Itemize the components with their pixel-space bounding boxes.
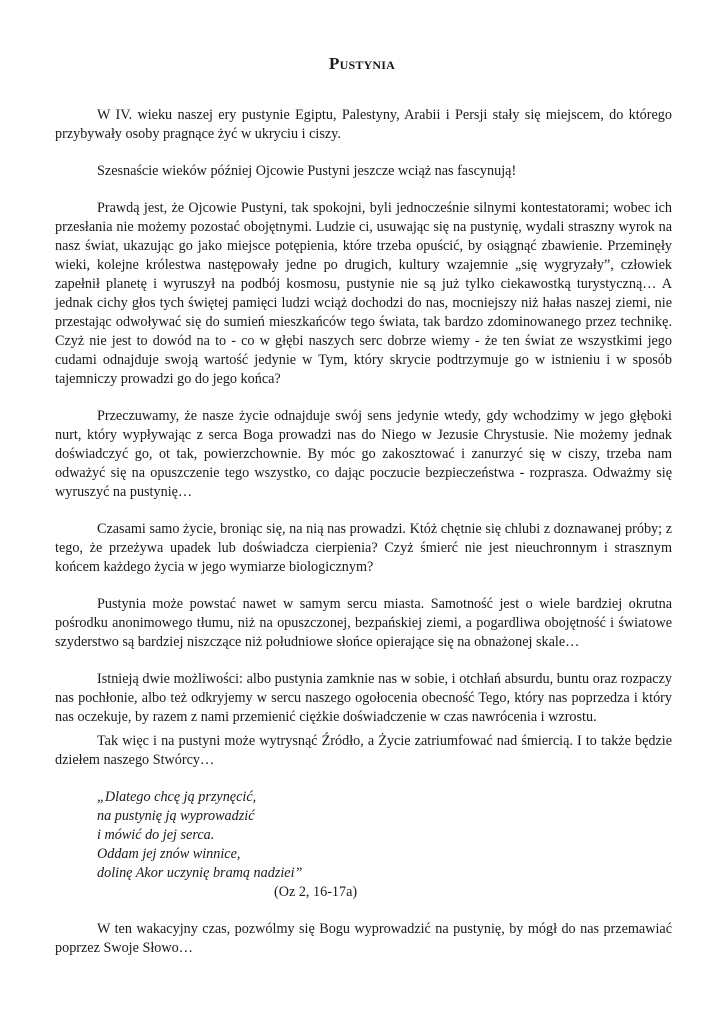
paragraph-1: W IV. wieku naszej ery pustynie Egiptu, Palestyny, Arabii i Persji stały się miejscem, do którego przybywały osoby pragnące żyć w ukryciu i ciszy. [55, 107, 672, 142]
paragraph-4: Przeczuwamy, że nasze życie odnajduje swój sens jedynie wtedy, gdy wchodzimy w jego głęboki nurt, który wypływając z serca Boga prowadzi nas do Niego w Jezusie Chrystusie. Nie możemy jednak doświadczyć go, ot tak, powierzchownie. By móc go zakosztować i zanurzyć się w ciszy, trzeba nam odważyć się na opuszczenie tego wszystko, co dając poczucie bezpieczeństwa - rozprasza. Odważmy się wyruszyć na pustynię… [55, 408, 672, 500]
paragraph-spacer [55, 181, 672, 199]
paragraph-2: Szesnaście wieków później Ojcowie Pustyni jeszcze wciąż nas fascynują! [97, 163, 517, 179]
paragraph-3: Prawdą jest, że Ojcowie Pustyni, tak spokojni, byli jednocześnie silnymi kontestatorami; wobec ich przesłania nie możemy pozostać obojętnymi. Ludzie ci, usuwając się na pustynię, wydali straszny wyrok na nasz świat, ukazując go jako miejsce potępienia, które trzeba opuścić, by osiągnąć zbawienie. Przeminęły wieki, kolejne królestwa następowały jedne po drugich, kultury wzajemnie „się wygryzały”, człowiek zapełnił planetę i wyruszył na podbój kosmosu, pustynie nie są już tylko ciekawostką turystyczną… A jednak cichy głos tych świętej pamięci ludzi wciąż dochodzi do nas, mocniejszy niż hałas naszej ziemi, nie przestając odwoływać się do sumień mieszkańców tego świata, tak bardzo zdominowanego przez technikę. Czyż nie jest to dowód na to - co w głębi naszych serc dobrze wiemy - że ten świat ze wszystkimi jego cudami odnajduje swoją wartość jedynie w Tym, który skrycie podtrzymuje go w istnieniu i w sposób tajemniczy prowadzi go do jego końca? [55, 200, 672, 387]
paragraph-7: Istnieją dwie możliwości: albo pustynia zamknie nas w sobie, i otchłań absurdu, buntu oraz rozpaczy nas pochłonie, albo też odkryjemy w sercu naszego ogołocenia obecność Tego, który nas poprzedza i który nas oczekuje, by razem z nami przemienić ciężkie doświadczenie w czas nawrócenia i wzrostu. [55, 671, 672, 725]
paragraph-6: Pustynia może powstać nawet w samym sercu miasta. Samotność jest o wiele bardziej okrutna pośrodku anonimowego tłumu, niż na opuszczonej, bezpańskiej ziemi, a pogardliwa obojętność i światowe szyderstwo są bardziej niszczące niż południowe słońce opierające się na obnażonej skale… [55, 596, 672, 650]
quote-line: „Dlatego chcę ją przynęcić, [97, 789, 257, 805]
paragraph-spacer [55, 652, 672, 670]
quote-line: i mówić do jej serca. [97, 827, 215, 843]
paragraph-spacer [55, 502, 672, 520]
paragraph-spacer [55, 389, 672, 407]
paragraph-spacer [55, 770, 672, 788]
page-title: Pustynia [329, 54, 395, 73]
quote-line: dolinę Akor uczynię bramą nadziei” [97, 865, 303, 881]
quote-line: Oddam jej znów winnice, [97, 846, 241, 862]
paragraph-spacer [55, 902, 672, 920]
paragraph-8: Tak więc i na pustyni może wytrysnąć Źródło, a Życie zatriumfować nad śmiercią. I to także będzie dziełem naszego Stwórcy… [55, 733, 672, 768]
paragraph-spacer [55, 577, 672, 595]
paragraph-5: Czasami samo życie, broniąc się, na nią nas prowadzi. Któż chętnie się chlubi z doznawanej próby; z tego, że przeżywa upadek lub doświadcza cierpienia? Czyż śmierć nie jest nieuchronnym i strasznym końcem każdego życia w jego wymiarze biologicznym? [55, 521, 672, 575]
paragraph-spacer [55, 144, 672, 162]
quote-line: na pustynię ją wyprowadzić [97, 808, 255, 824]
scripture-quote [55, 788, 672, 902]
closing-paragraph: W ten wakacyjny czas, pozwólmy się Bogu wyprowadzić na pustynię, by mógł do nas przemawiać poprzez Swoje Słowo… [55, 921, 672, 956]
document-body [55, 106, 672, 958]
quote-reference: (Oz 2, 16-17a) [274, 884, 358, 900]
